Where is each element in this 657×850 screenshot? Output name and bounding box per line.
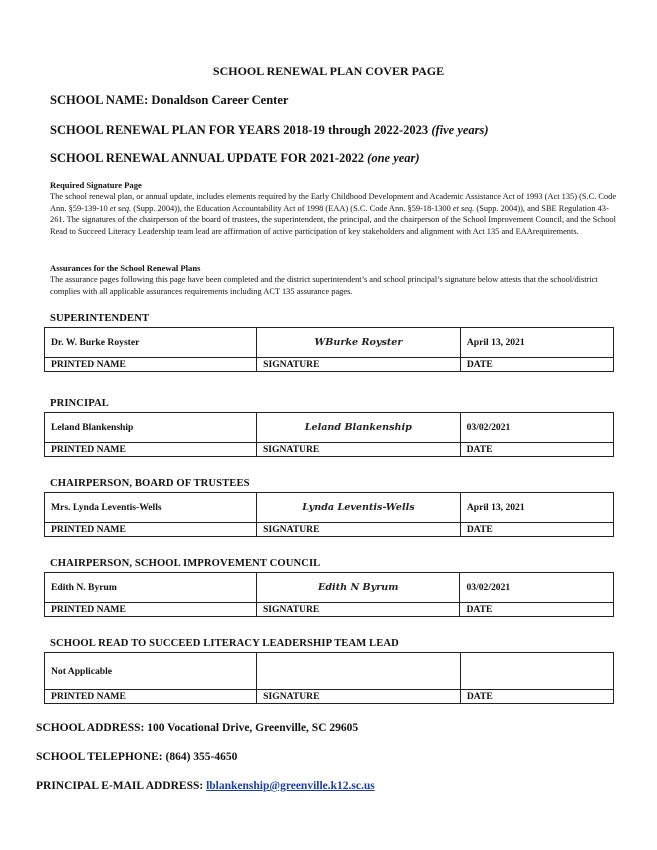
school-telephone-value: (864) 355-4650 [165, 751, 238, 763]
signature-image: WBurke Royster [257, 328, 461, 358]
printed-name-label: PRINTED NAME [45, 603, 257, 617]
printed-name-label: PRINTED NAME [45, 443, 257, 457]
date-value: April 13, 2021 [460, 493, 613, 523]
signature-label: SIGNATURE [257, 523, 461, 537]
school-name-label: SCHOOL NAME: [50, 93, 149, 107]
plan-years-line [50, 123, 489, 138]
school-name-line [50, 93, 288, 108]
signature-table-principal [44, 412, 614, 457]
signature-table-sic [44, 572, 614, 617]
assurances-paragraph: The assurance pages following this page have been completed and the district superintendent’s and school principal’s signature below attests that the school/district complies with all applicable assurances requirements including ACT 135 assurance pages. [50, 275, 598, 296]
printed-name-value: Edith N. Byrum [45, 573, 257, 603]
school-address-line [36, 722, 358, 734]
signature-label: SIGNATURE [256, 603, 460, 617]
required-signature-heading: Required Signature Page [50, 180, 142, 190]
signature-image: Lynda Leventis-Wells [257, 493, 461, 523]
date-blank [460, 653, 613, 690]
section-principal: PRINCIPAL [50, 398, 109, 409]
date-label: DATE [460, 603, 614, 617]
signature-label: SIGNATURE [257, 358, 461, 372]
section-superintendent: SUPERINTENDENT [50, 313, 150, 324]
school-telephone-label: SCHOOL TELEPHONE: [36, 751, 163, 763]
school-name-value: Donaldson Career Center [151, 93, 289, 107]
principal-email-label: PRINCIPAL E-MAIL ADDRESS: [36, 780, 204, 792]
signature-label: SIGNATURE [257, 690, 461, 704]
date-label: DATE [460, 358, 613, 372]
date-value: 03/02/2021 [460, 413, 613, 443]
section-board-chairperson: CHAIRPERSON, BOARD OF TRUSTEES [50, 478, 250, 489]
printed-name-value: Not Applicable [45, 653, 257, 690]
required-signature-paragraph: The school renewal plan, or annual update, includes elements required by the Early Childhood Development and Academic Assistance Act of 1993 (Act 135) (S.C. Code Ann. §59-139-10 et seq. (Supp. 2004)), the Education Accountability Act of 1998 (EAA) (S.C. Code Ann. §59-18-1300 et seq. (Supp. 2004)), and SBE Regulation 43-261. The signatures of the chairperson of the board of trustees, the superintendent, the principal, and the chairperson of the School Improvement Council, and the School Read to Succeed Literacy Leadership team lead are affirmation of active participation of key stakeholders and alignment with Act 135 and EAArequirements. [50, 192, 617, 236]
school-address-label: SCHOOL ADDRESS: [36, 722, 145, 734]
date-value: 03/02/2021 [460, 573, 614, 603]
printed-name-value: Leland Blankenship [45, 413, 257, 443]
section-sic-chairperson: CHAIRPERSON, SCHOOL IMPROVEMENT COUNCIL [50, 558, 321, 569]
assurances-heading: Assurances for the School Renewal Plans [50, 263, 201, 273]
printed-name-value: Mrs. Lynda Leventis-Wells [45, 493, 257, 523]
section-literacy-lead: SCHOOL READ TO SUCCEED LITERACY LEADERSHIP TEAM LEAD [50, 638, 399, 649]
principal-email-link[interactable]: lblankenship@greenville.k12.sc.us [206, 780, 375, 792]
printed-name-label: PRINTED NAME [45, 358, 257, 372]
date-value: April 13, 2021 [460, 328, 613, 358]
date-label: DATE [460, 690, 613, 704]
principal-email-line [36, 780, 375, 792]
plan-years-note: (five years) [431, 123, 489, 137]
page-title: SCHOOL RENEWAL PLAN COVER PAGE [212, 64, 445, 78]
annual-update-line [50, 151, 420, 166]
printed-name-label: PRINTED NAME [45, 523, 257, 537]
signature-blank [257, 653, 461, 690]
school-telephone-line [36, 751, 237, 763]
printed-name-value: Dr. W. Burke Royster [45, 328, 257, 358]
plan-years-label: SCHOOL RENEWAL PLAN FOR YEARS 2018-19 through 2022-2023 [50, 123, 429, 137]
annual-update-label: SCHOOL RENEWAL ANNUAL UPDATE FOR 2021-2022 [50, 151, 365, 165]
date-label: DATE [460, 523, 613, 537]
signature-image: Edith N Byrum [256, 573, 460, 603]
date-label: DATE [460, 443, 613, 457]
signature-table-superintendent [44, 327, 614, 372]
signature-image: Leland Blankenship [256, 413, 460, 443]
printed-name-label: PRINTED NAME [45, 690, 257, 704]
signature-table-board [44, 492, 614, 537]
school-address-value: 100 Vocational Drive, Greenville, SC 29605 [147, 722, 359, 734]
annual-update-note: (one year) [367, 151, 420, 165]
signature-label: SIGNATURE [256, 443, 460, 457]
signature-table-literacy [44, 652, 614, 704]
